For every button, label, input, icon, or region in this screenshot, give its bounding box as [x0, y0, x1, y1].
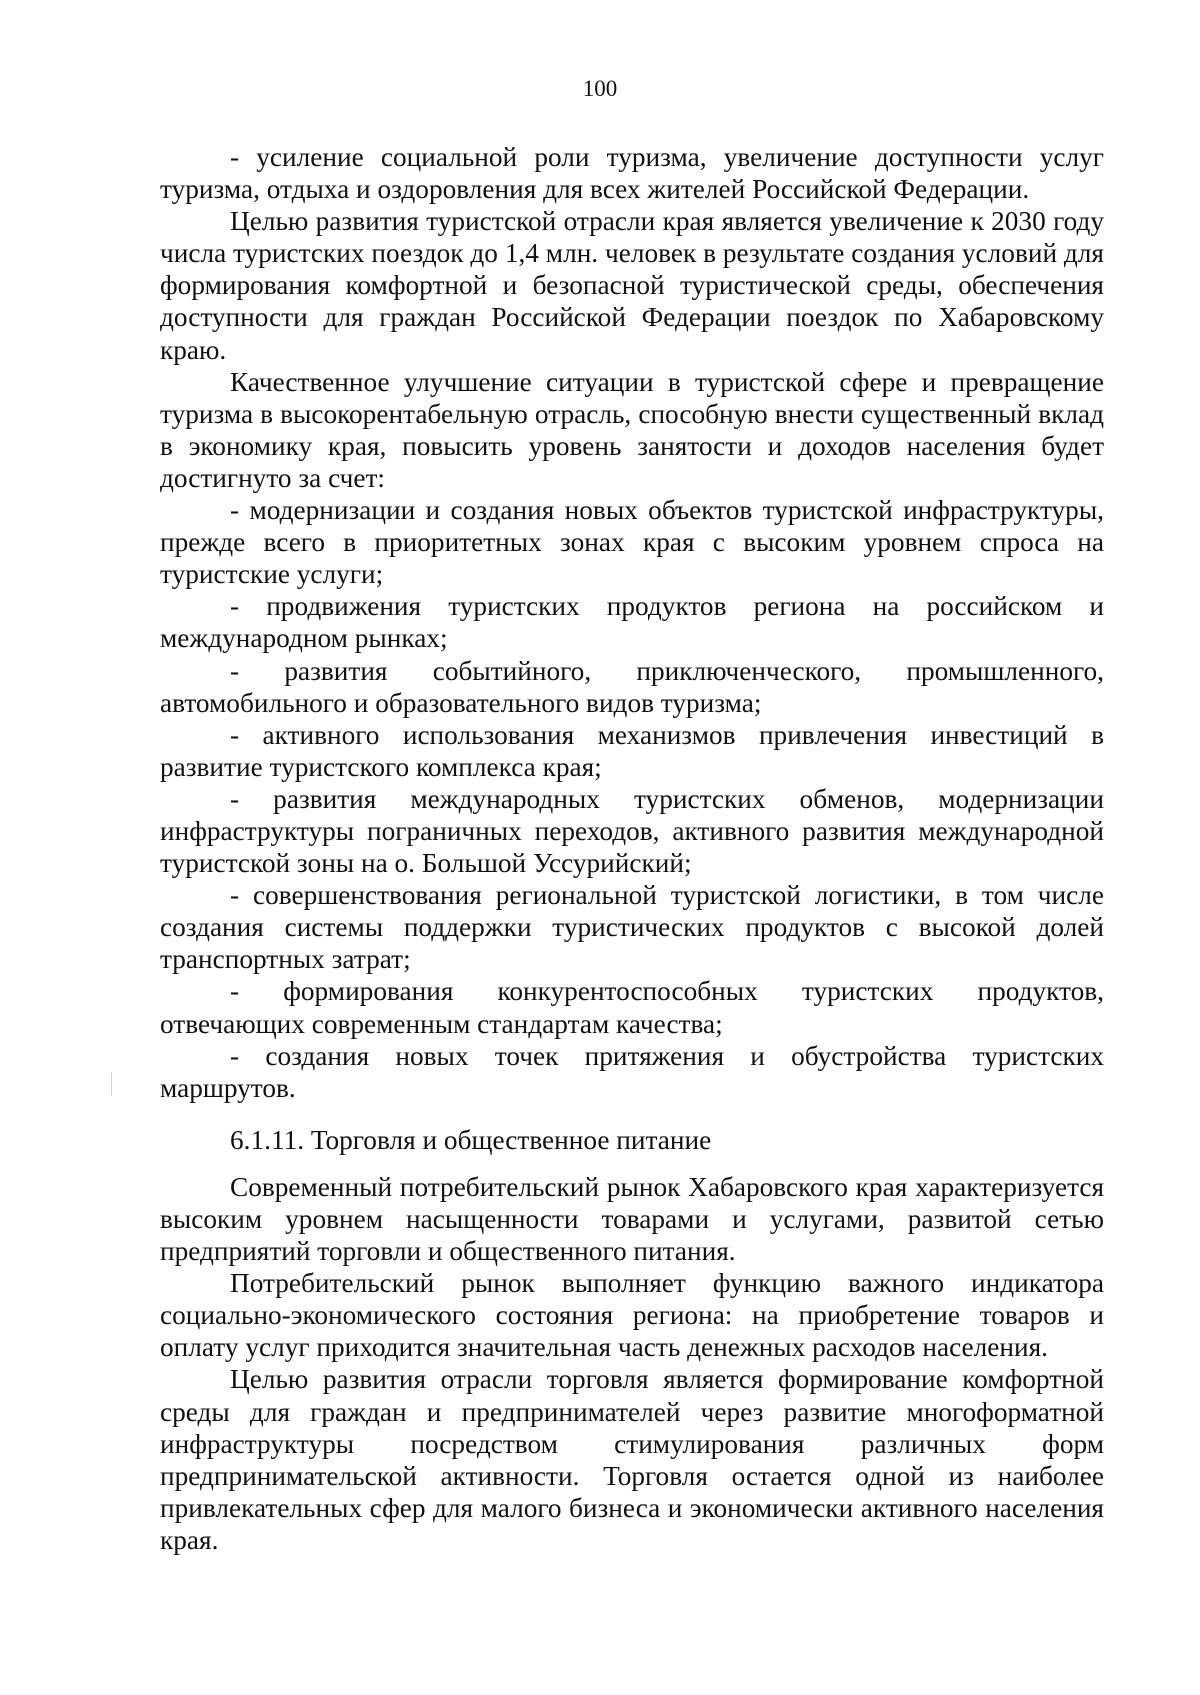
page-number: 100: [582, 76, 618, 101]
list-item: - формирования конкурентоспособных туристских продуктов, отвечающих современным стандартам качества;: [160, 976, 1104, 1039]
paragraph: Целью развития отрасли торговля является формирование комфортной среды для граждан и предпринимателей через развитие многоформатной инфраструктуры посредством стимулирования различных форм предпринимательской активности. Торговля остается одной из наиболее привлекательных сфер для малого бизнеса и экономически активного населения края.: [160, 1364, 1104, 1555]
section-heading: 6.1.11. Торговля и общественное питание: [230, 1124, 712, 1155]
scan-artifact-line: [111, 1072, 112, 1096]
paragraph: Потребительский рынок выполняет функцию важного индикатора социально-экономического состояния региона: на приобретение товаров и оплату услуг приходится значительная часть денежных расходов населения.: [160, 1268, 1104, 1363]
document-body: [160, 141, 1104, 1556]
paragraph: Качественное улучшение ситуации в туристской сфере и превращение туризма в высокорентабельную отрасль, способную внести существенный вклад в экономику края, повысить уровень занятости и доходов населения будет достигнуто за счет:: [160, 366, 1104, 493]
list-item: - развития международных туристских обменов, модернизации инфраструктуры пограничных переходов, активного развития международной туристской зоны на о. Большой Уссурийский;: [160, 783, 1104, 879]
list-item: - развития событийного, приключенческого, промышленного, автомобильного и образовательного видов туризма;: [160, 655, 1104, 718]
paragraph: Современный потребительский рынок Хабаровского края характеризуется высоким уровнем насыщенности товарами и услугами, развитой сетью предприятий торговли и общественного питания.: [160, 1171, 1104, 1267]
list-item: - продвижения туристских продуктов региона на российском и международном рынках;: [160, 591, 1104, 654]
paragraph: - усиление социальной роли туризма, увеличение доступности услуг туризма, отдыха и оздоровления для всех жителей Российской Федерации.: [160, 142, 1104, 205]
list-item: - модернизации и создания новых объектов туристской инфраструктуры, прежде всего в приоритетных зонах края с высоким уровнем спроса на туристские услуги;: [160, 495, 1104, 590]
list-item: - активного использования механизмов привлечения инвестиций в развитие туристского комплекса края;: [160, 719, 1104, 782]
list-item: - создания новых точек притяжения и обустройства туристских маршрутов.: [160, 1040, 1104, 1103]
list-item: - совершенствования региональной туристской логистики, в том числе создания системы поддержки туристических продуктов с высокой долей транспортных затрат;: [160, 880, 1104, 975]
paragraph: Целью развития туристской отрасли края является увеличение к 2030 году числа туристских поездок до 1,4 млн. человек в результате создания условий для формирования комфортной и безопасной туристической среды, обеспечения доступности для граждан Российской Федерации поездок по Хабаровскому краю.: [160, 206, 1104, 365]
